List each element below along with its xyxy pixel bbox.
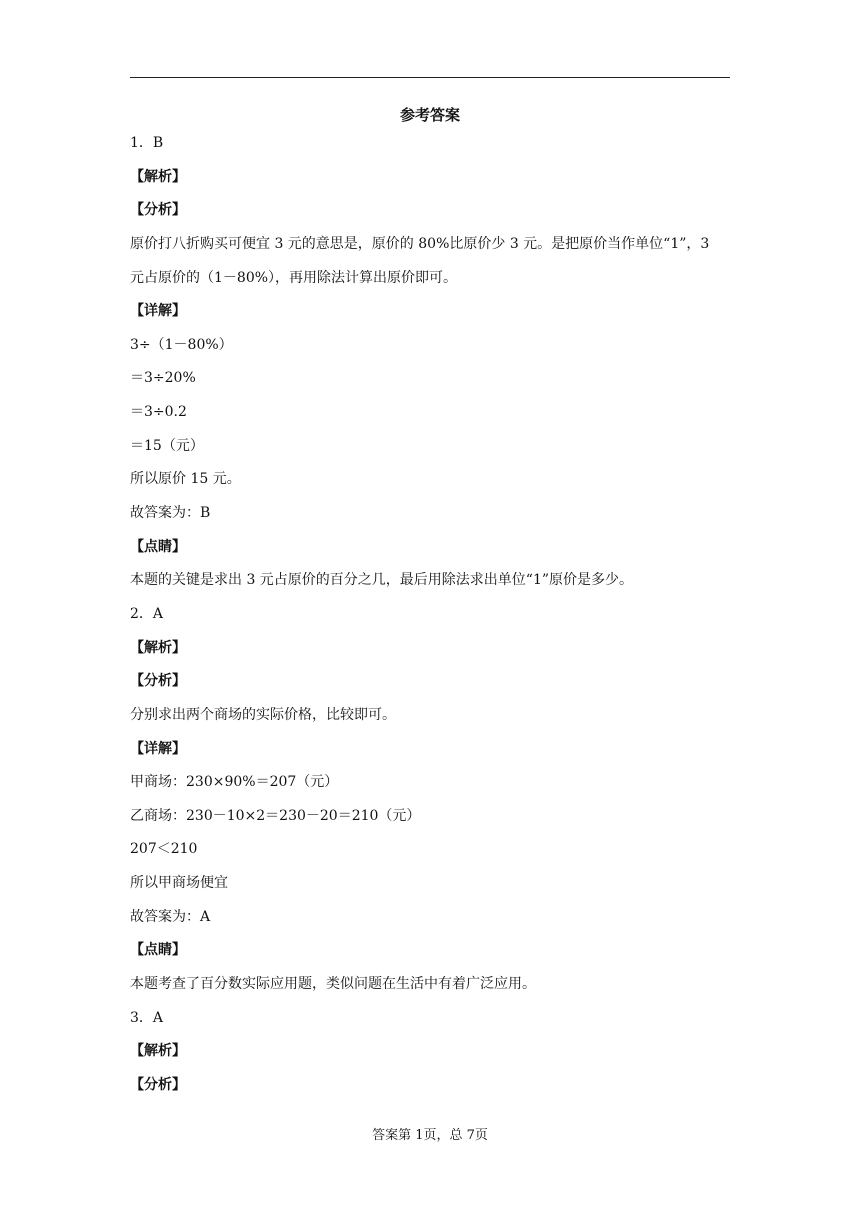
calculation-line: ＝15（元） (130, 437, 204, 454)
calculation-line: 乙商场：230－10×2＝230－20＝210（元） (130, 807, 421, 824)
calculation-line: 3÷（1－80%） (130, 336, 233, 353)
section-heading: 【解析】 (130, 168, 186, 185)
section-heading: 【详解】 (130, 740, 186, 757)
answer-line: 3．A (130, 1009, 164, 1026)
section-heading: 【点睛】 (130, 942, 186, 959)
page-title: 参考答案 (399, 106, 460, 124)
section-heading: 【分析】 (130, 1076, 186, 1093)
analysis-text: 分别求出两个商场的实际价格，比较即可。 (130, 706, 396, 723)
calculation-line: 207＜210 (130, 841, 198, 858)
answer-line: 2．A (130, 605, 164, 622)
answer-body (130, 132, 730, 1108)
header-rule (130, 77, 730, 78)
section-heading: 【解析】 (130, 639, 186, 656)
section-heading: 【详解】 (130, 303, 186, 320)
comment-text: 本题的关键是求出 3 元占原价的百分之几，最后用除法求出单位“1”原价是多少。 (130, 572, 634, 589)
section-heading: 【分析】 (130, 673, 186, 690)
comment-text: 本题考查了百分数实际应用题，类似问题在生活中有着广泛应用。 (130, 976, 536, 993)
page-footer: 答案第 1页，总 7页 (372, 1128, 488, 1143)
answer-statement: 故答案为：B (130, 505, 211, 522)
calculation-line: ＝3÷20% (130, 370, 196, 387)
calculation-line: ＝3÷0.2 (130, 404, 187, 421)
calculation-line: 甲商场：230×90%＝207（元） (130, 774, 339, 791)
answer-statement: 故答案为：A (130, 908, 211, 925)
answer-line: 1．B (130, 135, 164, 151)
section-heading: 【分析】 (130, 202, 186, 219)
conclusion-text: 所以原价 15 元。 (130, 471, 241, 488)
analysis-text: 原价打八折购买可便宜 3 元的意思是，原价的 80%比原价少 3 元。是把原价当作单位“1”，3 (130, 235, 710, 252)
section-heading: 【点睛】 (130, 538, 186, 555)
section-heading: 【解析】 (130, 1043, 186, 1060)
analysis-text: 元占原价的（1－80%），再用除法计算出原价即可。 (130, 269, 458, 286)
conclusion-text: 所以甲商场便宜 (130, 875, 228, 892)
